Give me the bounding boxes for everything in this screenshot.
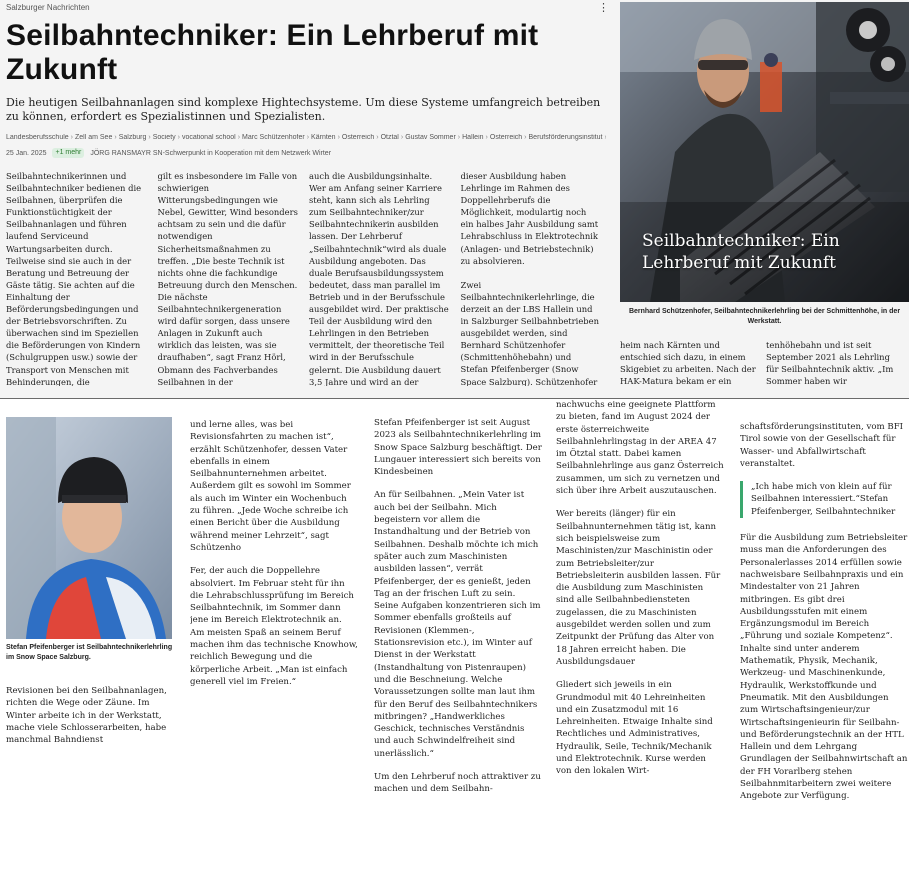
- body-column-1: [6, 417, 176, 876]
- paragraph: schaftsförderungsinstituten, vom BFI Tirol sowie von der Gesellschaft für Wasser- und Abfallwirtschaft veranstaltet.: [740, 422, 904, 469]
- tag-separator: ›: [237, 134, 241, 141]
- tag-separator: ›: [177, 134, 180, 141]
- more-vert-icon[interactable]: ⋮: [598, 2, 609, 14]
- tag-link[interactable]: Society: [152, 134, 176, 141]
- tag-separator: ›: [376, 134, 379, 141]
- tag-link[interactable]: vocational school: [182, 134, 236, 141]
- tag-list: [6, 134, 606, 144]
- paragraph: Für die Ausbildung zum Betriebsleiter muss man die Anforderungen des Personalerlasses 2014 erfüllen sowie nachweisbare Seilbahnpraxis und ein Mindestalter von 21 Jahren mitbringen. Es gibt drei Ausbildungsstufen mit einem Ergänzungsmodul im Bereich „Führung und soziale Kompetenz“. Inhalte sind unter anderem Mathematik, Physik, Mechanik, Werkzeug- und Maschinenkunde, Hydraulik, Werkstoffkunde und Pneumatik. Mit den Ausbildungen zum Wirtschaftsingenieur/zur Wirtschaftsingenieurin für Seilbahn- und Beförderungstechnik an der HTL Hallein und dem Lehrgang Grundlagen der Seilbahnwirtschaft an der FH Vorarlberg stehen Seilbahnmitarbeitern zwei weitere Angebote zur Verfügung.: [740, 533, 908, 802]
- tag-link[interactable]: Hallein: [462, 134, 484, 141]
- headline: Seilbahntechniker: Ein Lehrberuf mit Zukunft: [6, 19, 539, 86]
- paragraph: Um den Lehrberuf noch attraktiver zu machen und dem Seilbahn-: [374, 772, 541, 795]
- tag-link[interactable]: Salzburg: [118, 134, 147, 141]
- paragraph: Zwei Seilbahntechnikerlehrlinge, die derzeit an der LBS Hallein und in Salzburger Seilbahnbetrieben ausgebildet werden, sind Bernhard Schützenhofer (Schmittenhöhebahn) und Stefan Pfeifenberger (Snow Space Salzburg). Schützenhofer: [460, 279, 600, 386]
- tag-separator: ›: [400, 134, 404, 141]
- tag-link[interactable]: Landesberufsschule: [6, 134, 69, 141]
- tag-separator: [604, 134, 606, 141]
- tag-separator: ›: [114, 134, 117, 141]
- top-right-column-2: tenhöhebahn und ist seit September 2021 als Lehrling für Seilbahntechnik aktiv. „Im Sommer haben wir: [766, 340, 894, 387]
- tag-link[interactable]: Berufsförderungsinstitut: [528, 134, 603, 141]
- tag-link[interactable]: Österreich: [341, 134, 375, 141]
- pull-quote: „Ich habe mich von klein auf für Seilbahnen interessiert.“Stefan Pfeifenberger, Seilbahntechniker: [740, 481, 908, 518]
- paragraph: Fer, der auch die Doppellehre absolviert. Im Februar steht für ihn die Lehrabschlussprüfung im Bereich Seilbahntechnik, im Sommer dann jene im Bereich Elektrotechnik an. Am meisten Spaß an seinem Beruf machen ihm das technische Knowhow, reichlich Bewegung und die körperliche Arbeit. „Man ist einfach generell viel im Freien.“: [190, 566, 358, 687]
- body-column-2: [190, 419, 358, 876]
- tag-link[interactable]: Gustav Sommer: [405, 134, 456, 141]
- tag-link[interactable]: Zell am See: [75, 134, 113, 141]
- paragraph: auch die Ausbildungsinhalte. Wer am Anfang seiner Karriere steht, kann sich als Lehrling zum Seilbahntechniker/zur Seilbahntechnikerin ausbilden lassen. Der Lehrberuf „Seilbahntechnik“wird als duale Ausbildung angeboten. Das duale Berufsausbildungssystem bedeutet, dass man parallel im Betrieb und in der Berufsschule ausgebildet wird. Der praktische Teil der Ausbildung wird den Lehrlingen in den Betrieben vermittelt, der theoretische Teil wird in der Berufsschule gelernt. Die Ausbildung dauert 3,5 Jahre und wird an der: [309, 171, 449, 386]
- paragraph: und lerne alles, was bei Revisionsfahrten zu machen ist“, erzählt Schützenhofer, dessen Vater ebenfalls in einem Seilbahnunternehmen arbeitet. Außerdem gilt es sowohl im Sommer als auch im Winter ein Wochenbuch zu führen. „Jede Woche schreibe ich einen Bericht über die Ausbildung während meiner Lehrzeit“, sagt Schützenho: [190, 420, 351, 553]
- tag-link[interactable]: Marc Schützenhofer: [242, 134, 305, 141]
- paragraph: Wer bereits (länger) für ein Seilbahnunternehmen tätig ist, kann sich beispielsweise zum Maschinisten/zur Maschinistin oder zum Betriebsleiter/zur Betriebsleiterin ausbilden lassen. Für die Ausbildung zum Maschinisten sind alle Seilbahnbediensteten zugelassen, die zu Maschinisten ausgebildet werden sollen und zum Zeitpunkt der Prüfung das Alter von 18 Jahren erreicht haben. Die Ausbildungsdauer: [556, 509, 721, 667]
- paragraph: Revisionen bei den Seilbahnanlagen, richten die Wege oder Zäune. Im Winter arbeite ich in der Werkstatt, mache viele Schlosserarbeiten, habe manchmal Bahndienst: [6, 686, 167, 746]
- paragraph: Seilbahntechnikerinnen und Seilbahntechniker bedienen die Seilbahnen, überprüfen die Funktionstüchtigkeit der Seilbahnanlagen und führen laufend Serviceund Wartungsarbeiten durch. Teilweise sind sie auch in der Beratung und Betreuung der Gäste tätig. Sie achten auf die Einhaltung der Beförderungsbedingungen und der Betriebsvorschriften. Zu überwachen sind im Speziellen die Beförderungen von Kindern (Schulgruppen usw.) sowie der Transport von Menschen mit Behinderungen, die: [6, 171, 142, 386]
- hero-overlay-title: Seilbahntechniker: Ein Lehrberuf mit Zukunft: [642, 231, 840, 273]
- tag-link[interactable]: Ötztal: [380, 134, 399, 141]
- paragraph: gilt es insbesondere im Falle von schwierigen Witterungsbedingungen wie Nebel, Gewitter, Wind besonders achtsam zu sein und die dafür notwendigen Sicherheitsmaßnahmen zu treffen. „Die beste Technik ist nichts ohne die fachkundige Betreuung durch den Menschen. Die nächste Seilbahntechnikergeneration wird dafür sorgen, dass unsere Anlagen in Zukunft auch wirklich das leisten, was sie draufhaben“, sagt Franz Hörl, Obmann des Fachverbandes Seilbahnen in der: [157, 171, 298, 386]
- article-body-section: [0, 399, 909, 876]
- tag-separator: ›: [485, 134, 488, 141]
- body-column-5: [740, 421, 908, 876]
- paragraph: nachwuchs eine geeignete Plattform zu bieten, fand im August 2024 der erste österreichweite Seilbahnlehrlingstag in der AREA 47 im Ötztal statt. Dabei kamen Seilbahnlehrlinge aus ganz Österreich zusammen, um sich zu vernetzen und sich über ihre Arbeit auszutauschen.: [556, 400, 724, 497]
- tag-separator: ›: [524, 134, 527, 141]
- portrait-image: [6, 417, 172, 639]
- paragraph: Gliedert sich jeweils in ein Grundmodul mit 40 Lehreinheiten und ein Zusatzmodul mit 16 Lehreinheiten. Etwaige Inhalte sind Rechtliches und Administratives, Hydraulik, Seile, Technik/Mechanik und Elektrotechnik. Kurse werden von den lokalen Wirt-: [556, 680, 713, 777]
- more-tags-badge[interactable]: +1 mehr: [52, 148, 84, 158]
- article-meta: [6, 148, 606, 158]
- tag-link[interactable]: Kärnten: [311, 134, 336, 141]
- top-column-2: [158, 170, 310, 386]
- publish-date: 25 Jan. 2025: [6, 149, 47, 157]
- hero-photo[interactable]: [620, 2, 909, 302]
- tag-separator: ›: [457, 134, 461, 141]
- author-line: JÖRG RANSMAYR SN-Schwerpunkt in Kooperation mit dem Netzwerk Wirter: [90, 149, 332, 157]
- top-right-column-1: heim nach Kärnten und entschied sich dazu, in einem Skigebiet zu arbeiten. Nach der HAK-Matura bekam er ein: [620, 340, 756, 387]
- portrait-photo[interactable]: [6, 417, 172, 639]
- hero-caption: Bernhard Schützenhofer, Seilbahntechnikerlehrling bei der Schmittenhöhe, in der Werkstatt.: [628, 308, 901, 325]
- publication-name[interactable]: Salzburger Nachrichten: [6, 3, 90, 12]
- body-column-4: [556, 399, 724, 876]
- paragraph: dieser Ausbildung haben Lehrlinge im Rahmen des Doppellehrberufs die Möglichkeit, modulartig noch ein halbes Jahr Ausbildung samt Lehrabschluss in Elektrotechnik (Anlagen- und Betriebstechnik) zu absolvieren.: [460, 171, 599, 266]
- top-column-3: [309, 170, 461, 386]
- tag-separator: ›: [306, 134, 310, 141]
- tag-separator: ›: [70, 134, 73, 141]
- top-right-columns: [620, 339, 909, 387]
- portrait-caption: Stefan Pfeifenberger ist Seilbahntechnikerlehrling im Snow Space Salzburg.: [6, 644, 173, 661]
- top-body-columns: [6, 170, 612, 386]
- article-header-section: [0, 0, 909, 398]
- tag-separator: ›: [148, 134, 151, 141]
- paragraph: An für Seilbahnen. „Mein Vater ist auch bei der Seilbahn. Mich begeistern vor allem die Instandhaltung und der Betrieb von Seilbahnen. Deshalb möchte ich mich später auch zum Maschinisten ausbilden lassen“, verrät Pfeifenberger, der es genießt, jeden Tag an der frischen Luft zu sein. Seine Aufgaben konzentrieren sich im Sommer ebenfalls großteils auf Revisionen (Klemmen-, Stationsrevision etc.), im Winter auf Dienst in der Werkstatt (Instandhaltung von Pistenraupen) und die Beschneiung. Welche Voraussetzungen sollte man laut ihm für den Beruf des Seilbahntechnikers mitbringen? „Handwerkliches Geschick, technisches Verständnis und auch Schwindelfreiheit sind unerlässlich.“: [374, 490, 541, 759]
- top-column-1: [6, 170, 158, 386]
- body-column-3: [374, 417, 542, 876]
- tag-separator: ›: [337, 134, 340, 141]
- paragraph: Stefan Pfeifenberger ist seit August 2023 als Seilbahntechnikerlehrling im Snow Space Salzburg beschäftigt. Der Lungauer interessiert sich bereits von Kindesbeinen: [374, 418, 542, 478]
- tag-link[interactable]: Österreich: [489, 134, 523, 141]
- top-column-4: [461, 170, 613, 386]
- lead-paragraph: Die heutigen Seilbahnanlagen sind komplexe Hightechsysteme. Um diese Systeme umfangreich betreiben zu können, erfordert es Spezialistinnen und Spezialisten.: [6, 96, 601, 123]
